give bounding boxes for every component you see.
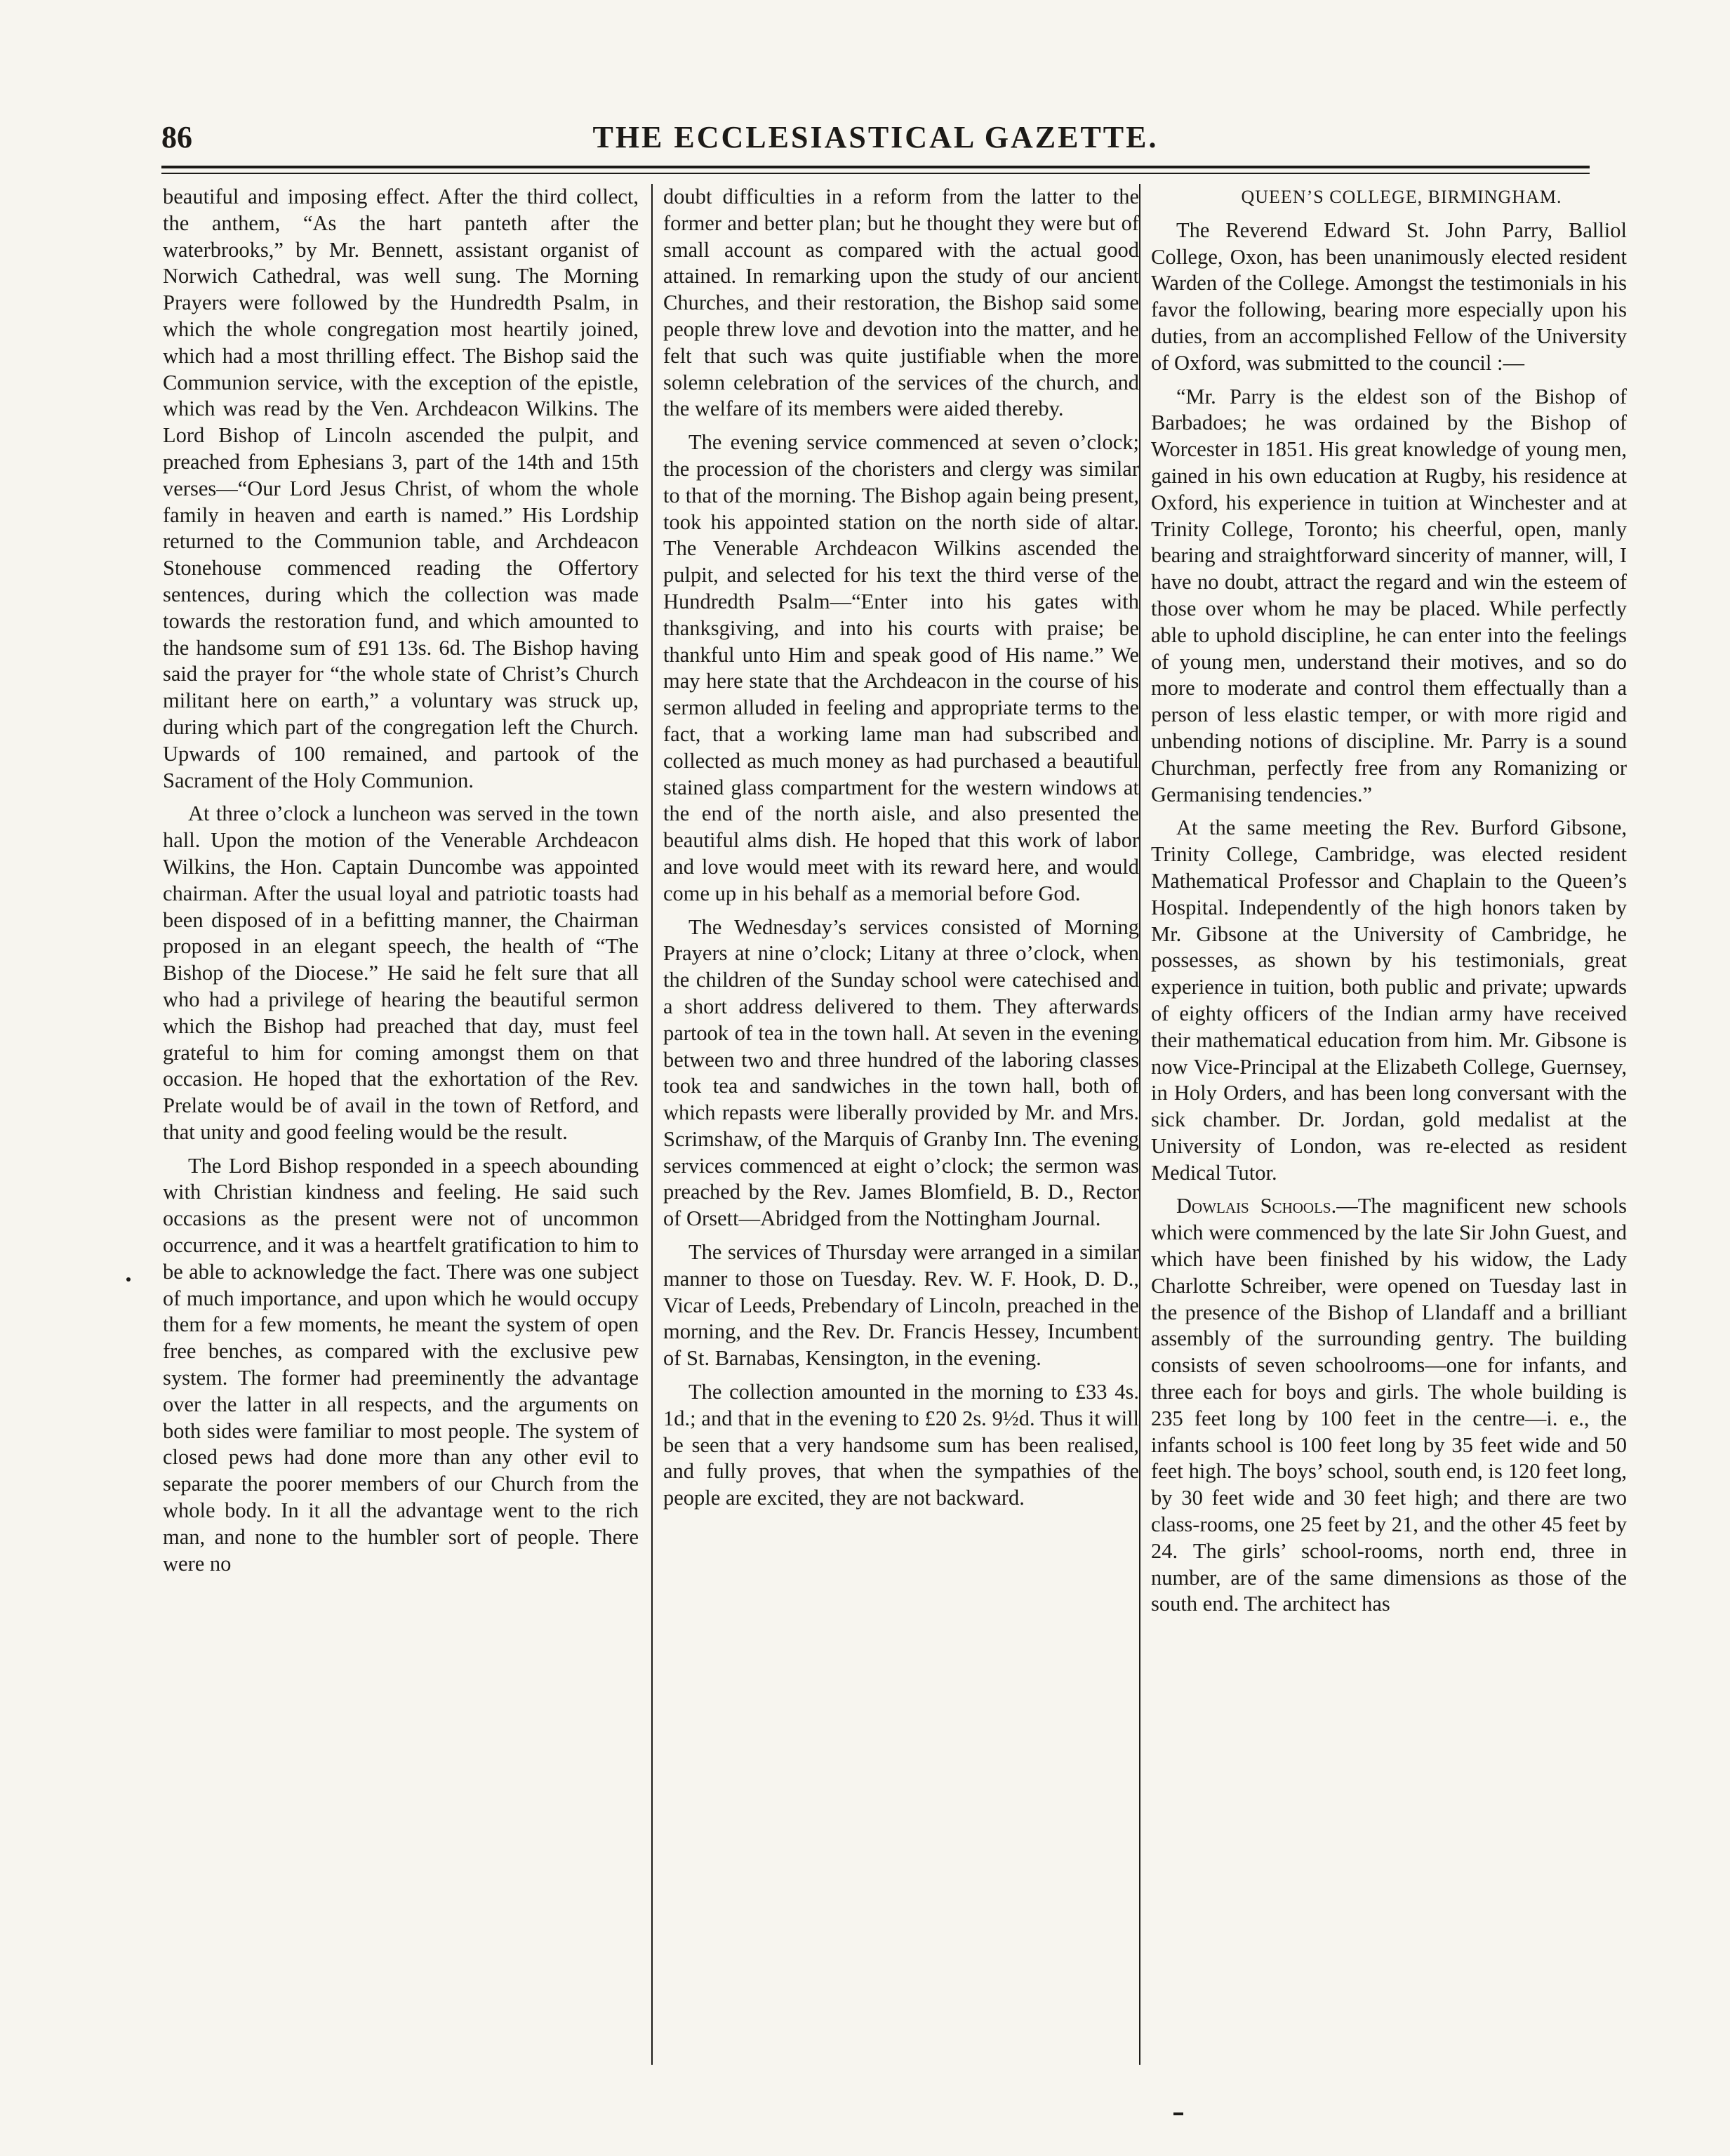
column-1 (163, 184, 639, 2044)
paragraph: The Reverend Edward St. John Parry, Balliol College, Oxon, has been unanimously elected resident Warden of the College. Amongst the testimonials in his favor the following, bearing more especially upon his duties, from an accomplished Fellow of the University of Oxford, was submitted to the council :— (1151, 218, 1627, 375)
paragraph: doubt difficulties in a reform from the latter to the former and better plan; but he thought they were but of small account as compared with the actual good attained. In remarking upon the study of our ancient Churches, and their restoration, the Bishop said some people threw love and devotion into the matter, and he felt that such was quite justifiable when the more solemn celebration of the services of the church, and the welfare of its members were aided thereby. (663, 185, 1139, 421)
column-divider (1139, 184, 1140, 2065)
column-3 (1151, 184, 1627, 2044)
paragraph (1151, 1193, 1627, 1618)
article-lead: Dowlais Schools. (1176, 1194, 1337, 1218)
header-rule-thin (161, 173, 1590, 174)
paragraph: “Mr. Parry is the eldest son of the Bishop of Barbadoes; he was ordained by the Bishop of Worcester in 1851. His great knowledge of young men, gained in his own education at Rugby, his residence at Oxford, his experience in tuition at Winchester and at Trinity College, Toronto; his cheerful, open, manly bearing and straightforward sincerity of manner, will, I have no doubt, attract the regard and win the esteem of those over whom he may be placed. While perfectly able to uphold discipline, he can enter into the feelings of young men, understand their motives, and so do more to moderate and control them effectually than a person of less elastic temper, or with more rigid and unbending notions of discipline. Mr. Parry is a sound Churchman, perfectly free from any Romanizing or Germanising tendencies.” (1151, 384, 1627, 806)
paragraph: The services of Thursday were arranged in a similar manner to those on Tuesday. Rev. W. F. Hook, D. D., Vicar of Leeds, Prebendary of Lincoln, preached in the morning, and the Rev. Dr. Francis Hessey, Incumbent of St. Barnabas, Kensington, in the evening. (663, 1240, 1139, 1371)
section-heading: QUEEN’S COLLEGE, BIRMINGHAM. (1241, 187, 1562, 207)
paragraph: The Wednesday’s services consisted of Morning Prayers at nine o’clock; Litany at three o’clock, when the children of the Sunday school were catechised and a short address delivered to them. They afterwards partook of tea in the town hall. At seven in the evening between two and three hundred of the laboring classes took tea and sandwiches in the town hall, both of which repasts were liberally provided by Mr. and Mrs. Scrimshaw, of the Marquis of Granby Inn. The evening services commenced at eight o’clock; the sermon was preached by the Rev. James Blomfield, B. D., Rector of Orsett—Abridged from the Nottingham Journal. (663, 914, 1139, 1231)
article-body: —The magnificent new schools which were commenced by the late Sir John Guest, and which have been finished by his widow, the Lady Charlotte Schreiber, were opened on Tuesday last in the presence of the Bishop of Llandaff and a brilliant assembly of the surrounding gentry. The building consists of seven schoolrooms—one for infants, and three each for boys and girls. The whole building is 235 feet long by 100 feet in the centre—i. e., the infants school is 100 feet long by 35 feet wide and 50 feet high. The boys’ school, south end, is 120 feet long, by 30 feet wide and 30 feet high; and there are two class-rooms, one 25 feet by 21, and the other 45 feet by 24. The girls’ school-rooms, north end, three in number, are of the same dimensions as those of the south end. The architect has (1151, 1194, 1627, 1616)
paragraph: At three o’clock a luncheon was served in the town hall. Upon the motion of the Venerable Archdeacon Wilkins, the Hon. Captain Duncombe was appointed chairman. After the usual loyal and patriotic toasts had been disposed of in a befitting manner, the Chairman proposed in an elegant speech, the health of “The Bishop of the Diocese.” He said he felt sure that all who had a privilege of hearing the beautiful sermon which the Bishop had preached that day, must feel grateful to him for coming amongst them on that occasion. He hoped that the exhortation of the Rev. Prelate would be of avail in the town of Retford, and that unity and good feeling would be the result. (163, 801, 639, 1144)
paragraph: At the same meeting the Rev. Burford Gibsone, Trinity College, Cambridge, was elected resident Mathematical Professor and Chaplain to the Queen’s Hospital. Independently of the high honors taken by Mr. Gibsone at the University of Cambridge, he possesses, as shown by his testimonials, great experience in tuition, both public and private; upwards of eighty officers of the Indian army have received their mathematical education from him. Mr. Gibsone is now Vice-Principal at the Elizabeth College, Guernsey, in Holy Orders, and has been long conversant with the sick chamber. Dr. Jordan, gold medalist at the University of London, was re-elected as resident Medical Tutor. (1151, 816, 1627, 1185)
paragraph: The Lord Bishop responded in a speech abounding with Christian kindness and feeling. He said such occasions as the present were not of uncommon occurrence, and it was a heartfelt gratification to him to be able to acknowledge the fact. There was one subject of much importance, and upon which he would occupy them for a few moments, he meant the system of open free benches, as compared with the exclusive pew system. The former had preeminently the advantage over the latter in all respects, and the arguments on both sides were familiar to most people. The system of closed pews had done more than any other evil to separate the poorer members of our Church from the whole body. In it all the advantage went to the rich man, and none to the humbler sort of people. There were no (163, 1153, 639, 1576)
column-2 (663, 184, 1139, 2044)
page-number: 86 (161, 120, 192, 154)
paragraph: beautiful and imposing effect. After the third collect, the anthem, “As the hart panteth after the waterbrooks,” by Mr. Bennett, assistant organist of Norwich Cathedral, was well sung. The Morning Prayers were followed by the Hundredth Psalm, in which the whole congregation most heartily joined, which had a most thrilling effect. The Bishop said the Communion service, with the exception of the epistle, which was read by the Ven. Archdeacon Wilkins. The Lord Bishop of Lincoln ascended the pulpit, and preached from Ephesians 3, part of the 14th and 15th verses—“Our Lord Jesus Christ, of whom the whole family in heaven and earth is named.” His Lordship returned to the Communion table, and Archdeacon Stonehouse commenced reading the Offertory sentences, during which the collection was made towards the restoration fund, and which amounted to the handsome sum of £91 13s. 6d. The Bishop having said the prayer for “the whole state of Christ’s Church militant here on earth,” a voluntary was struck up, during which part of the congregation left the Church. Upwards of 100 remained, and partook of the Sacrament of the Holy Communion. (163, 185, 639, 792)
page-header (161, 119, 1590, 161)
paragraph: The evening service commenced at seven o’clock; the procession of the choristers and clergy was similar to that of the morning. The Bishop again being present, took his appointed station on the north side of altar. The Venerable Archdeacon Wilkins ascended the pulpit, and selected for his text the third verse of the Hundredth Psalm—“Enter into his gates with thanksgiving, and into his courts with praise; be thankful unto Him and speak good of His name.” We may here state that the Archdeacon in the course of his sermon alluded in feeling and appropriate terms to the fact, that a working lame man had subscribed and collected as much money as had purchased a beautiful stained glass compartment for the western windows at the end of the north aisle, and also presented the beautiful alms dish. He hoped that this work of labor and love would meet with its reward here, and would come up in his behalf as a memorial before God. (663, 430, 1139, 905)
column-divider (651, 184, 653, 2065)
header-rule (161, 166, 1590, 168)
running-title: THE ECCLESIASTICAL GAZETTE. (592, 120, 1159, 154)
paragraph: The collection amounted in the morning to £33 4s. 1d.; and that in the evening to £20 2s. 9½d. Thus it will be seen that a very handsome sum has been realised, and fully proves, that when the sympathies of the people are excited, they are not backward. (663, 1380, 1139, 1510)
print-mark (1173, 2112, 1183, 2115)
margin-mark (126, 1277, 131, 1282)
